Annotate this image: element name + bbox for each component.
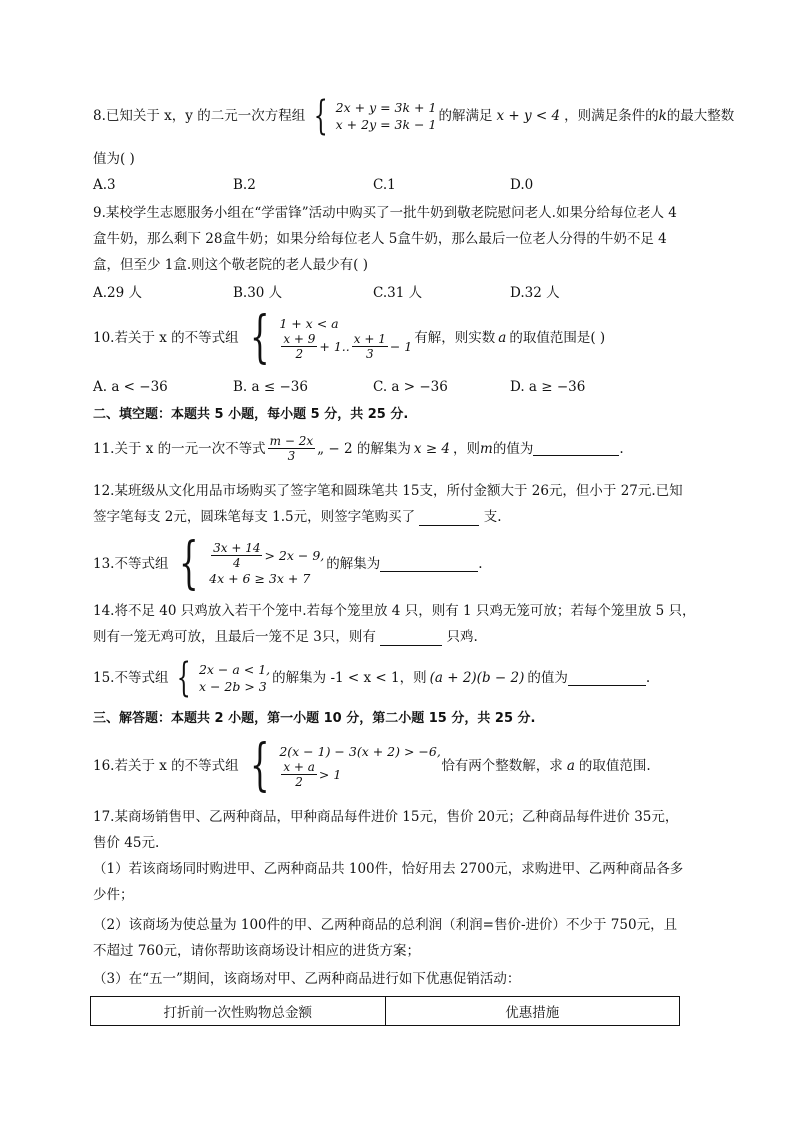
- q14-line1: 14.将不足 40 只鸡放入若干个笼中.若每个笼里放 4 只，则有 1 只鸡无笼可放；若每个笼里放 5 只，: [93, 603, 696, 619]
- q11-frac: [268, 434, 315, 463]
- q10-mid: + 1..: [319, 339, 350, 354]
- q8-eq1: 2x + y = 3k + 1: [335, 100, 437, 115]
- q15-ineq2: x − 2b > 3: [198, 679, 267, 694]
- q14-end: 只鸡.: [446, 629, 478, 645]
- q9-line2: 盒牛奶，那么剩下 28盒牛奶；如果分给每位老人 5盒牛奶，那么最后一位老人分得的牛奶不足 4: [93, 231, 667, 247]
- q10-ineq2: [279, 332, 412, 361]
- q10-option-a: A. a < −36: [93, 379, 168, 395]
- q8-prefix: 8.已知关于 x，y 的二元一次方程组: [93, 108, 306, 124]
- q17-line7: （3）在“五一”期间，该商场对甲、乙两种商品进行如下优惠促销活动：: [93, 971, 521, 987]
- system-brace: {: [249, 733, 270, 798]
- q14-line2: 则有一笼无鸡可放，且最后一笼不足 3只，则有: [93, 629, 376, 645]
- q12-answer-blank[interactable]: [419, 511, 479, 526]
- q8-option-c: C.1: [373, 177, 396, 193]
- q16-ineq1: 2(x − 1) − 3(x + 2) > −6,: [279, 744, 441, 759]
- q13-frac: [211, 541, 262, 570]
- q16-suffix: 恰有两个整数解，求: [441, 758, 563, 774]
- q9-option-b: B.30 人: [233, 285, 283, 301]
- discount-table: [90, 996, 680, 1026]
- q8-option-a: A.3: [93, 177, 116, 193]
- question-15: [93, 655, 651, 701]
- q11-suffix: ，则: [453, 440, 481, 457]
- q16-frac-num: x + a: [283, 760, 315, 774]
- q11-end: .: [619, 440, 624, 457]
- system-brace: {: [313, 93, 328, 139]
- q10-option-d: D. a ≥ −36: [510, 379, 586, 395]
- q13-suffix: 的解集为: [326, 556, 381, 572]
- q10-frac2: [352, 332, 388, 361]
- q15-ineq1: 2x − a < 1,: [198, 662, 271, 677]
- q15-prefix: 15.不等式组: [93, 670, 169, 686]
- q9-option-a: A.29 人: [93, 285, 143, 301]
- q14-line2-wrap: [93, 628, 478, 646]
- question-11: [93, 434, 624, 463]
- q11-answer-blank[interactable]: [533, 441, 619, 456]
- q10-option-c: C. a > −36: [373, 379, 448, 395]
- q12-line2: 签字笔每支 2元，圆珠笔每支 1.5元，则签字笔购买了: [93, 509, 416, 525]
- q17-line4: 少件；: [93, 887, 134, 903]
- q16-ineq2: [279, 760, 417, 789]
- q12-line1: 12.某班级从文化用品市场购买了签字笔和圆珠笔共 15支，所付金额大于 26元，但小于 27元.已知: [93, 483, 683, 499]
- q17-line2: 售价 45元.: [93, 835, 160, 851]
- q16-suffix2: 的取值范围.: [578, 758, 651, 774]
- q8-suffix2: ，则满足条件的: [564, 108, 659, 124]
- question-8: [93, 93, 735, 139]
- section-3-heading: 三、解答题：本题共 2 小题，第一小题 10 分，第二小题 15 分，共 25 分.: [93, 711, 536, 726]
- q8-option-b: B.2: [233, 177, 256, 193]
- q11-frac-num: m − 2x: [269, 434, 314, 448]
- q9-line1: 9.某校学生志愿服务小组在“学雷锋”活动中购买了一批牛奶到敬老院慰问老人.如果分给每位老人 4: [93, 205, 677, 221]
- q15-answer-blank[interactable]: [568, 671, 646, 686]
- q15-system: [199, 661, 270, 695]
- q13-end: .: [478, 556, 483, 572]
- system-brace: {: [179, 531, 200, 596]
- q13-ineq1-tail: > 2x − 9,: [264, 548, 325, 563]
- q10-frac2-num: x + 1: [353, 332, 386, 346]
- q9-option-c: C.31 人: [373, 285, 423, 301]
- q13-ineq2: 4x + 6 ≥ 3x + 7: [209, 571, 311, 586]
- q10-frac2-den: 3: [365, 347, 374, 361]
- q8-option-d: D.0: [510, 177, 534, 193]
- table-header-measure: 优惠措施: [385, 997, 680, 1026]
- q16-prefix: 16.若关于 x 的不等式组: [93, 758, 239, 774]
- q8-var: k: [658, 108, 667, 124]
- q10-var: a: [498, 330, 507, 346]
- q9-option-d: D.32 人: [510, 285, 560, 301]
- q8-suffix3: 的最大整数: [666, 108, 735, 124]
- q16-system: [279, 743, 441, 789]
- q15-suffix: 的解集为 -1 < x < 1，则: [272, 670, 427, 686]
- q13-frac-num: 3x + 14: [213, 541, 261, 555]
- q15-suffix2: 的值为: [527, 670, 568, 686]
- q15-expr: (a + 2)(b − 2): [429, 670, 525, 686]
- q11-frac-den: 3: [287, 449, 296, 463]
- q13-ineq1: [209, 541, 324, 570]
- q16-ineq2-tail: > 1: [318, 767, 342, 782]
- q10-prefix: 10.若关于 x 的不等式组: [93, 330, 239, 346]
- q13-prefix: 13.不等式组: [93, 556, 169, 572]
- q9-line3: 盒，但至少 1盒.则这个敬老院的老人最少有( ): [93, 257, 368, 273]
- q8-condition: x + y < 4: [496, 108, 561, 124]
- table-row: [91, 997, 680, 1026]
- q15-end: .: [645, 670, 651, 686]
- q8-system: [336, 99, 437, 133]
- system-brace: {: [249, 305, 270, 370]
- q10-frac1-den: 2: [295, 347, 304, 361]
- q13-system: [209, 541, 324, 587]
- q14-answer-blank[interactable]: [380, 631, 442, 646]
- table-header-amount: 打折前一次性购物总金额: [91, 997, 386, 1026]
- q11-suffix2: 的值为: [492, 440, 534, 457]
- q12-line2-wrap: [93, 508, 502, 526]
- q10-option-b: B. a ≤ −36: [233, 379, 308, 395]
- q11-var: m: [480, 440, 493, 457]
- q10-suffix2: 的取值范围是( ): [509, 330, 606, 346]
- q13-frac-den: 4: [232, 556, 241, 570]
- q17-line1: 17.某商场销售甲、乙两种商品，甲种商品每件进价 15元，售价 20元；乙种商品每件进价 35元，: [93, 809, 679, 825]
- question-10: [93, 305, 606, 370]
- q8-suffix: 的解满足: [438, 108, 493, 124]
- q12-end: 支.: [483, 509, 502, 525]
- q17-line5: （2）该商场为使总量为 100件的甲、乙两种商品的总利润（利润=售价-进价）不少于 750元，且: [93, 917, 678, 933]
- q16-var: a: [566, 758, 575, 774]
- q17-line3: （1）若该商场同时购进甲、乙两种商品共 100件，恰好用去 2700元，求购进甲、乙两种商品各多: [93, 861, 684, 877]
- q10-system: [279, 315, 412, 361]
- system-brace: {: [177, 655, 192, 701]
- question-16: [93, 733, 651, 798]
- q8-eq2: x + 2y = 3k − 1: [335, 117, 437, 132]
- q16-frac-den: 2: [295, 775, 303, 789]
- q13-answer-blank[interactable]: [380, 557, 478, 572]
- q10-frac1: [281, 332, 317, 361]
- q10-suffix: 有解，则实数: [414, 330, 496, 346]
- section-2-heading: 二、填空题：本题共 5 小题，每小题 5 分，共 25 分.: [93, 407, 409, 422]
- q8-line2: 值为( ): [93, 151, 135, 167]
- q10-ineq1: 1 + x < a: [279, 316, 339, 331]
- q11-prefix: 11.关于 x 的一元一次不等式: [93, 440, 266, 457]
- q17-line6: 不超过 760元，请你帮助该商场设计相应的进货方案；: [93, 943, 421, 959]
- q10-frac1-num: x + 9: [283, 332, 316, 346]
- q11-after: „ − 2 的解集为: [317, 440, 411, 457]
- q10-tail: − 1: [389, 339, 413, 354]
- question-13: [93, 531, 483, 596]
- q11-condition: x ≥ 4: [413, 440, 451, 457]
- q16-frac: [281, 760, 317, 789]
